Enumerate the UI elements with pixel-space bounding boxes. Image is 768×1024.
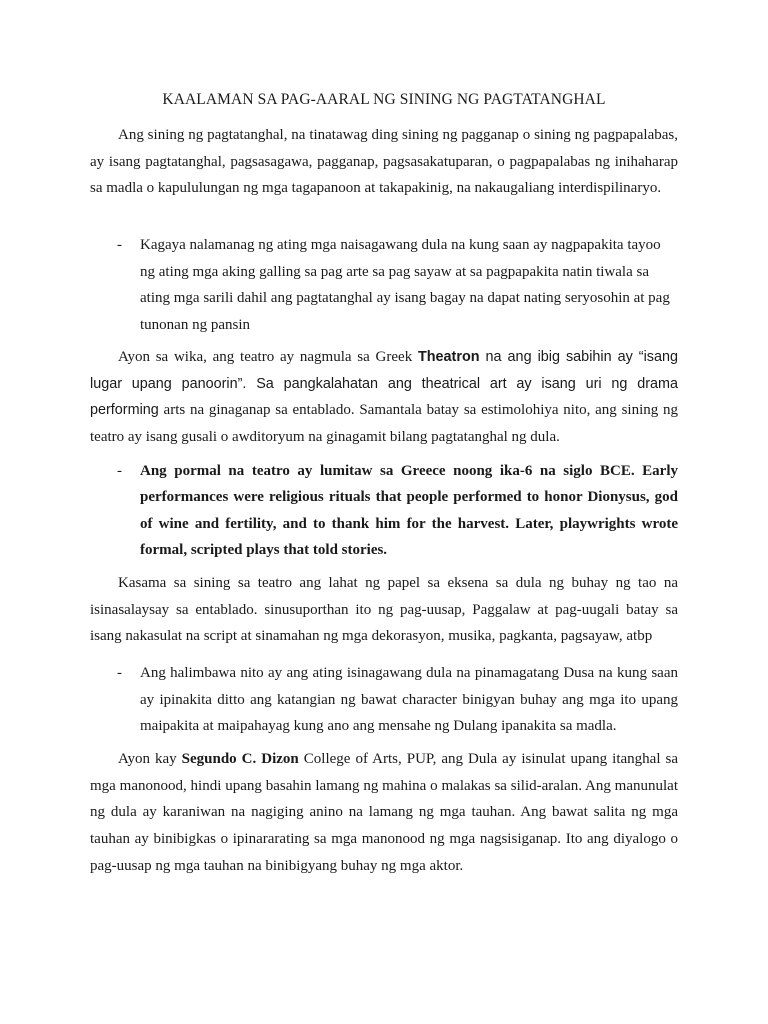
- paragraph-dizon: [90, 746, 678, 880]
- bullet-text-bold: Ang pormal na teatro ay lumitaw sa Greece noong ika-6 na siglo BCE. Early performances were religious rituals that people performed to honor Dionysus, god of wine and fertility, and to thank him for the harvest. Later, playwrights wrote formal, scripted plays that told stories.: [140, 463, 678, 559]
- paragraph-dizon-part-a: Ayon kay: [118, 751, 182, 767]
- bullet-dash: -: [117, 665, 122, 681]
- paragraph-kasama: Kasama sa sining sa teatro ang lahat ng papel sa eksena sa dula ng buhay ng tao na isinasalaysay sa entablado. sinusuporthan ito ng pag-uusap, Paggalaw at pag-uugali batay sa isang nakasulat na script at sinamahan ng mga dekorasyon, musika, pagkanta, pagsayaw, atbp: [90, 575, 678, 645]
- document-title: KAALAMAN SA PAG-AARAL NG SINING NG PAGTATANGHAL: [162, 91, 606, 108]
- paragraph-theatron-part-a: Ayon sa wika, ang teatro ay nagmula sa Greek: [118, 349, 418, 365]
- bullet-text: Kagaya nalamanag ng ating mga naisagawang dula na kung saan ay nagpapakita tayoo ng ating mga aking galling sa pag arte sa pag sayaw at sa pagpapakita natin tiwala sa ating mga sarili dahil ang pagtatanghal ay isang bagay na dapat nating seryosohin at pag tunonan ng pansin: [140, 237, 670, 334]
- paragraph-theatron: [90, 344, 678, 451]
- theatron-term: Theatron: [417, 349, 480, 365]
- paragraph-intro: Ang sining ng pagtatanghal, na tinatawag ding sining ng pagganap o sining ng pagpapalabas, ay isang pagtatanghal, pagsasagawa, pagganap, pagsasakatuparan, o pagpapalabas ng inihaharap sa madla o kapululungan ng mga tagapanoon at takapakinig, na nakaugaliang interdispilinaryo.: [90, 127, 678, 197]
- author-name: Segundo C. Dizon: [181, 751, 299, 767]
- bullet-text: Ang halimbawa nito ay ang ating isinagawang dula na pinamagatang Dusa na kung saan ay ipinakita ditto ang katangian ng bawat character binigyan buhay ang mga ito upang maipakita at maipahayag kung ano ang mensahe ng Dulang ipanakita sa madla.: [140, 665, 678, 735]
- paragraph-theatron-part-c: arts na ginaganap sa entablado. Samantala batay sa estimolohiya nito, ang sining ng teatro ay isang gusali o awditoryum na ginagamit bilang pagtatanghal ng dula.: [90, 402, 678, 446]
- paragraph-theatron-part-b: na ang ibig sabihin ay “isang lugar upang panoorin”. Sa pangkalahatan ang theatrical art ay isang uri ng drama performing: [90, 349, 679, 419]
- bullet-dash: -: [117, 463, 122, 479]
- paragraph-dizon-part-b: College of Arts, PUP, ang Dula ay isinulat upang itanghal sa mga manonood, hindi upang basahin lamang ng mahina o malakas sa silid-aralan. Ang manunulat ng dula ay karaniwan na nagiging anino na lamang ng mga tauhan. Ang bawat salita ng mga tauhan ay binibigkas o ipinararating sa mga manonood ng mga nagsisiganap. Ito ang diyalogo o pag-uusap ng mga tauhan na binibigyang buhay ng mga aktor.: [90, 751, 679, 874]
- bullet-dash: -: [117, 237, 122, 253]
